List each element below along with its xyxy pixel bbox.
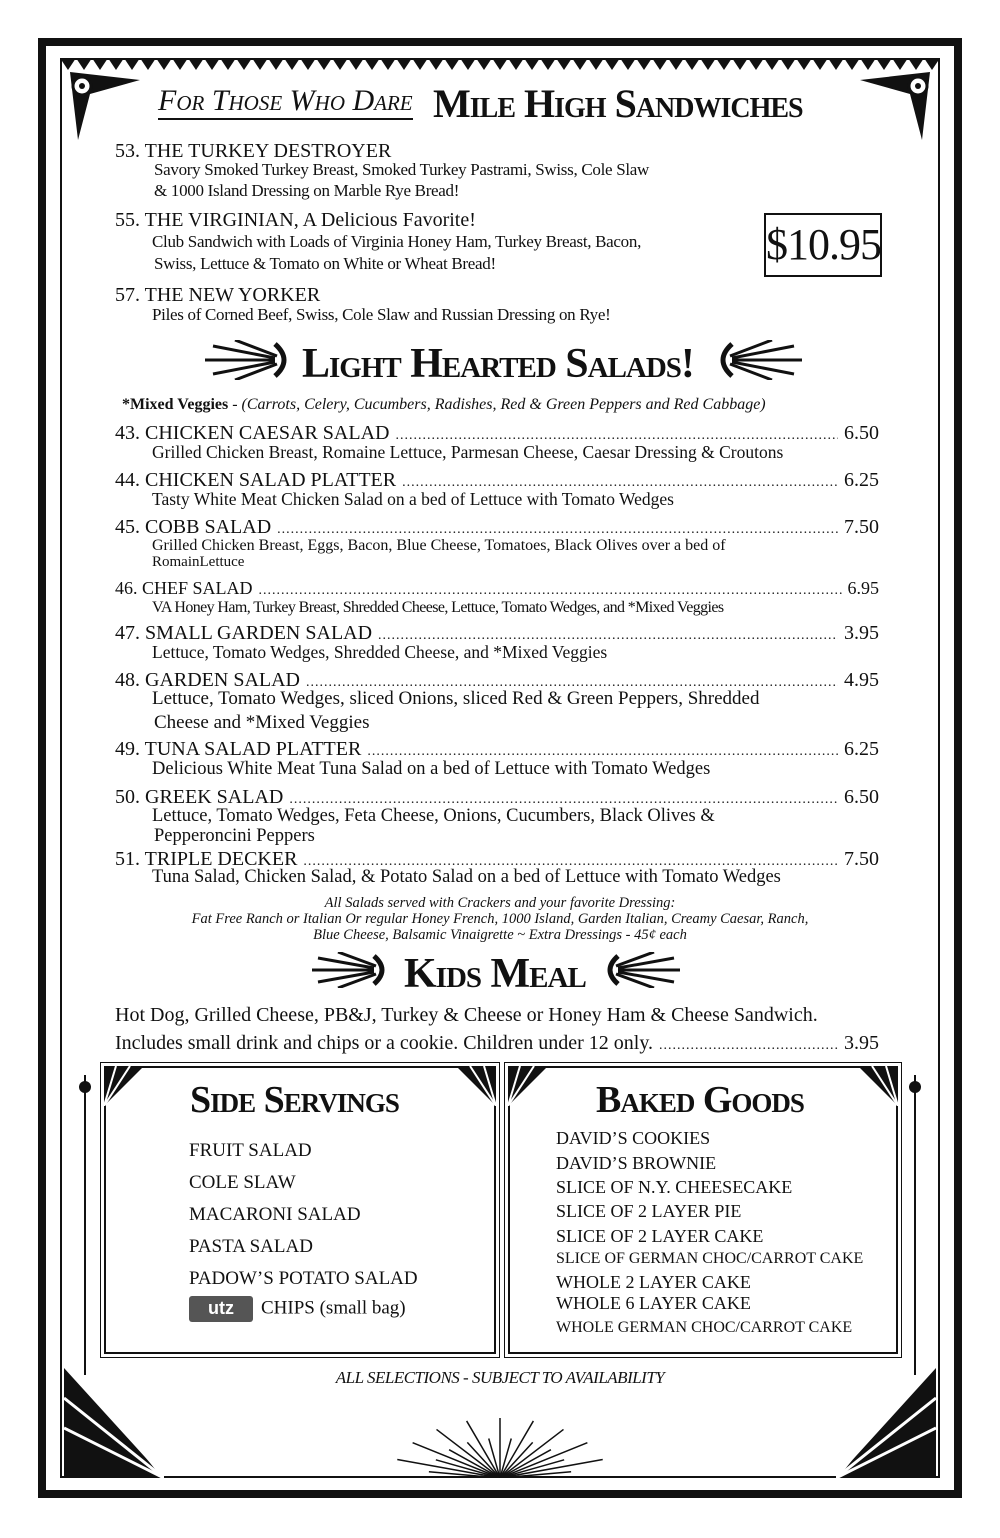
kids-meal-title: Kids Meal [404,951,586,997]
salad-name: 48. GARDEN SALAD [115,669,300,691]
sandwich-item-desc: Club Sandwich with Loads of Virginia Honey Ham, Turkey Breast, Bacon, [152,232,642,251]
baked-item: WHOLE 6 LAYER CAKE [556,1293,751,1313]
salad-name: 46. CHEF SALAD [115,578,253,598]
mixed-veggies-label: *Mixed Veggies [122,396,229,413]
salad-desc: Tasty White Meat Chicken Salad on a bed of Lettuce with Tomato Wedges [152,489,674,509]
sunburst-right-icon [600,952,680,988]
sunburst-left-icon [205,340,295,380]
baked-item: SLICE OF 2 LAYER CAKE [556,1226,764,1246]
salad-price: 4.95 [844,669,879,691]
side-item-chips [189,1296,406,1322]
side-item: MACARONI SALAD [189,1204,361,1225]
bottom-fan-right-icon [836,1358,936,1478]
corner-ornament-right-icon [860,72,930,142]
side-rule-left [78,1075,92,1375]
box-corner-fan-icon [858,1066,898,1106]
salad-name: 44. CHICKEN SALAD PLATTER [115,469,397,491]
kids-meal-row [115,1032,879,1057]
salad-desc: Lettuce, Tomato Wedges, sliced Onions, sliced Red & Green Peppers, Shredded [152,688,760,709]
dot-leader [659,1035,838,1057]
baked-item: SLICE OF GERMAN CHOC/CARROT CAKE [556,1250,864,1267]
side-item: COLE SLAW [189,1172,296,1193]
salad-desc: Lettuce, Tomato Wedges, Shredded Cheese, and *Mixed Veggies [152,642,608,662]
salad-price: 3.95 [844,622,879,644]
sandwich-item-desc: Savory Smoked Turkey Breast, Smoked Turkey Pastrami, Swiss, Cole Slaw [154,160,649,179]
salad-desc: Cheese and *Mixed Veggies [154,712,370,733]
salad-price: 6.25 [844,738,879,760]
baked-item: SLICE OF N.Y. CHEESECAKE [556,1177,793,1197]
sandwich-item-name: 53. THE TURKEY DESTROYER [115,140,392,162]
salad-price: 6.50 [844,786,879,808]
salad-desc: VA Honey Ham, Turkey Breast, Shredded Cheese, Lettuce, Tomato Wedges, and *Mixed Veggies [152,599,724,616]
sandwich-item-desc: Piles of Corned Beef, Swiss, Cole Slaw and Russian Dressing on Rye! [152,305,611,324]
dressing-note: Fat Free Ranch or Italian Or regular Honey French, 1000 Island, Garden Italian, Creamy Caesar, Ranch, [191,911,809,927]
sandwich-tagline: For Those Who Dare [158,84,413,120]
baked-goods-title: Baked Goods [596,1079,804,1121]
bottom-sunrise-icon [380,1408,620,1478]
salad-name: 49. TUNA SALAD PLATTER [115,738,362,760]
salad-price: 6.50 [844,422,879,444]
side-item: PASTA SALAD [189,1236,313,1257]
sandwiches-title: Mile High Sandwiches [433,81,803,126]
side-item: CHIPS (small bag) [261,1297,406,1319]
box-corner-fan-icon [456,1066,496,1106]
sandwich-item-desc: & 1000 Island Dressing on Marble Rye Bread! [154,181,460,200]
side-rule-right [908,1075,922,1375]
availability-footer: ALL SELECTIONS - SUBJECT TO AVAILABILITY [335,1368,665,1387]
salad-desc: RomainLettuce [152,554,245,570]
salad-desc: Lettuce, Tomato Wedges, Feta Cheese, Onions, Cucumbers, Black Olives & [152,806,715,826]
mixed-veggies-note [122,396,766,414]
utz-logo: utz [189,1296,253,1322]
box-corner-fan-icon [508,1066,548,1106]
dressing-note: Blue Cheese, Balsamic Vinaigrette ~ Extra Dressings - 45¢ each [313,927,687,943]
baked-item: WHOLE 2 LAYER CAKE [556,1272,751,1292]
side-servings-title: Side Servings [190,1079,399,1121]
baked-item: SLICE OF 2 LAYER PIE [556,1201,742,1221]
salad-desc: Grilled Chicken Breast, Eggs, Bacon, Blue Cheese, Tomatoes, Black Olives over a bed of [152,537,726,554]
salad-name: 45. COBB SALAD [115,516,272,538]
dressing-note: All Salads served with Crackers and your favorite Dressing: [324,895,676,911]
salad-price: 7.50 [844,516,879,538]
baked-item: DAVID’S BROWNIE [556,1153,717,1173]
sandwich-item-name: 57. THE NEW YORKER [115,284,321,306]
kids-meal-line2: Includes small drink and chips or a cookie. Children under 12 only. [115,1032,654,1054]
top-zigzag-ornament [60,58,940,76]
salad-desc: Tuna Salad, Chicken Salad, & Potato Salad on a bed of Lettuce with Tomato Wedges [152,867,781,887]
mixed-veggies-text: - (Carrots, Celery, Cucumbers, Radishes, Red & Green Peppers and Red Cabbage) [228,396,766,413]
salad-name: 50. GREEK SALAD [115,786,284,808]
salad-name: 47. SMALL GARDEN SALAD [115,622,373,644]
salad-desc: Delicious White Meat Tuna Salad on a bed of Lettuce with Tomato Wedges [152,759,711,779]
sandwich-item-desc: Swiss, Lettuce & Tomato on White or Wheat Bread! [154,254,496,273]
side-item: PADOW’S POTATO SALAD [189,1268,418,1289]
salad-price: 6.25 [844,469,879,491]
salad-name: 51. TRIPLE DECKER [115,848,298,870]
baked-item: DAVID’S COOKIES [556,1128,711,1148]
sandwich-item-name: 55. THE VIRGINIAN, A Delicious Favorite! [115,209,476,231]
salad-price: 7.50 [844,848,879,870]
salad-price: 6.95 [847,578,879,598]
kids-meal-price: 3.95 [844,1032,879,1054]
salad-desc: Pepperoncini Peppers [154,826,315,846]
sunburst-left-icon [312,952,392,988]
sandwich-price-box: $10.95 [764,213,882,277]
salads-title: Light Hearted Salads! [302,341,694,387]
baked-item: WHOLE GERMAN CHOC/CARROT CAKE [556,1319,853,1336]
side-item: FRUIT SALAD [189,1140,312,1161]
salad-desc: Grilled Chicken Breast, Romaine Lettuce, Parmesan Cheese, Caesar Dressing & Croutons [152,442,784,462]
corner-ornament-left-icon [70,72,140,142]
bottom-fan-left-icon [64,1358,164,1478]
kids-meal-description: Hot Dog, Grilled Cheese, PB&J, Turkey & Cheese or Honey Ham & Cheese Sandwich. [115,1004,818,1026]
box-corner-fan-icon [104,1066,144,1106]
sunburst-right-icon [712,340,802,380]
salad-name: 43. CHICKEN CAESAR SALAD [115,422,390,444]
